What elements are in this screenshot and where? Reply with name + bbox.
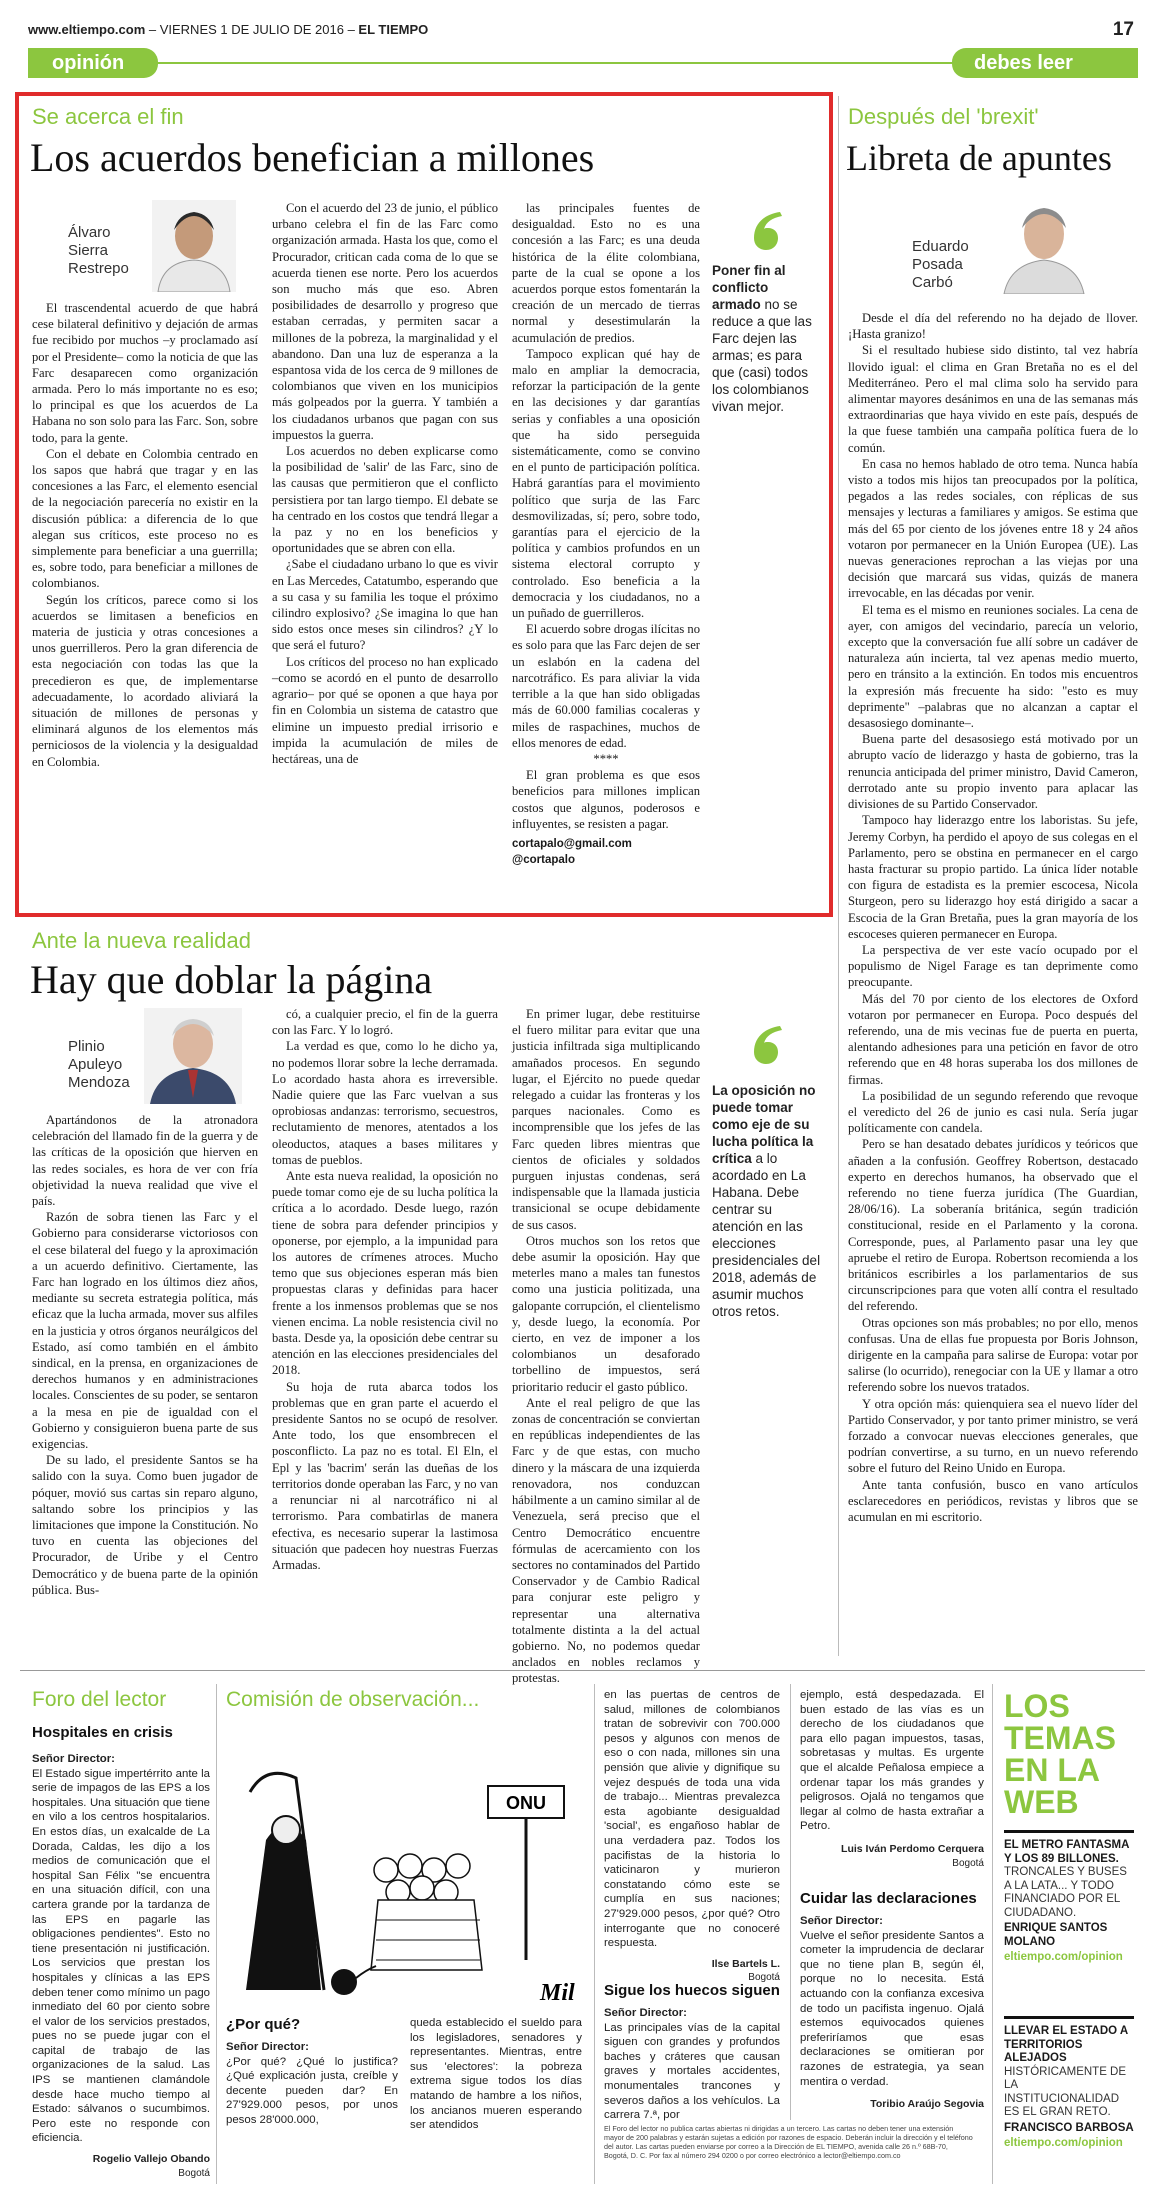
section-rule xyxy=(158,62,958,64)
foro-footnote: El Foro del lector no publica cartas abiertas ni dirigidas a un tercero. Las cartas no deben tener una extensión mayor de 200 palabras y estarán sujetas a edición por razones de espacio. Deberán incluir la dirección y el teléfono del autor. Las cartas pueden enviarse por correo a la Dirección de EL TIEMPO, avenida calle 26 n.º 68B-70, Bogotá, D. C. Por fax al número 294 0200 o por correo electrónico a lector@eltiempo.com.co xyxy=(604,2124,973,2160)
paragraph: Otras opciones son más probables; no por ello, menos confusas. Una de ellas fue propuesta por Boris Johnson, dirigente en la campaña para salirse de Europa: votar por salirse (lo ocurrido), renegociar con la UE y llamar a otro referendo sobre los nuevos tratados. xyxy=(848,1315,1138,1395)
paragraph: En primer lugar, debe restituirse el fuero militar para evitar que una justicia infiltrada siga multiplicando amañados procesos. En segundo lugar, el Ejército no puede quedar relegado a cuidar las fronteras y los parques nacionales. Como es incomprensible que los jefes de las Farc queden libres mientras que cientos de oficiales y soldados purguen injustas condenas, será indispensable que la llamada justicia transicional se ocupe debidamente de sus casos. xyxy=(512,1007,700,1232)
pull-quote-text: a lo acordado en La Habana. Debe centrar su atención en las elecciones presidenciales del 2018, además de asumir muchos otros retos. xyxy=(712,1151,821,1319)
web-topics-title xyxy=(1004,1690,1116,1818)
web-topics-title-line: TEMAS xyxy=(1004,1720,1116,1756)
section-bar xyxy=(28,48,1138,78)
topic-link[interactable]: eltiempo.com/opinion xyxy=(1004,2137,1123,2149)
paragraph: La perspectiva de ver este vacío ocupado por el populismo de Nigel Farage es tan deprimente como preocupante. xyxy=(848,942,1138,990)
letter-greeting: Señor Director: xyxy=(800,1915,883,1927)
letter-body: ejemplo, está despedazada. El buen estado de las vías es un derecho de los ciudadanos que para ello pagan impuestos, tasas, sobretasas y multas. Es urgente que el alcalde Peñalosa empiece a ordenar tapar los más grandes y peligrosos. Ojalá no tengamos que llegar al colmo de hasta extrañar a Petro. xyxy=(800,1689,984,1833)
letter-signature: Toribio Araújo Segovia xyxy=(870,2098,984,2111)
paragraph: Con el acuerdo del 23 de junio, el público urbano celebra el fin de las Farc como organización armada. Hasta los que, como el Procurador, critican cada coma de lo que se acuerda tienen ese norte. Pero los acuerdos son mucho más que eso. Abren posibilidades de desarrollo y progreso que estaban cerradas, y permiten sacar a millones de la pobreza, la marginalidad y el abandono. Dan una luz de esperanza a la espantosa vida de los cerca de 9 millones de colombianos que viven en los municipios más golpeados por la guerra. Y también a los ciudadanos urbanos que pagan con sus impuestos la guerra. xyxy=(272,201,498,442)
letter-por-que-part2: queda establecido el sueldo para los legisladores, senadores y representantes. Mientras, entre sus 'electores': la pobreza extrema sigue todos los días matando de hambre a los niños, los ancianos mueren esperando ser atendidos xyxy=(410,2017,582,2132)
letter-huecos-cont xyxy=(800,1688,984,1871)
paragraph: Si el resultado hubiese sido distinto, tal vez habría llovido igual: el clima en Gran Bretaña no es el del Mediterráneo. Pero el mal clima solo ha servido para alimentar mayores desánimos en una de las semanas más extraordinarias que haya vivido en este país, después de la que fuese también una campaña política fuera de lo común. xyxy=(848,343,1138,455)
cartoon-kicker: Comisión de observación... xyxy=(226,1688,480,1711)
pull-quote-emphasis: La oposición no puede tomar como eje de su lucha política la crítica xyxy=(712,1083,816,1166)
author-name: Álvaro Sierra Restrepo xyxy=(68,224,129,277)
paragraph: las principales fuentes de desigualdad. Esto no es una concesión a las Farc; es una deuda histórica de la élite colombiana, parte de la cual se opone a los acuerdos porque estos fomentarán la creación de un mercado de tierras normal y desestimularán la acumulación de predios. xyxy=(512,201,700,345)
topic-link[interactable]: eltiempo.com/opinion xyxy=(1004,1951,1123,1963)
column-divider xyxy=(594,1684,595,2184)
paragraph: La verdad es que, como lo he dicho ya, no podemos llorar sobre la leche derramada. Lo acordado hasta ahora es irreversible. Nadie quiere que las Farc vuelvan a sus oprobiosas andanzas: terrorismo, secuestros, reclutamiento de menores, atentados a los oleoductos, ataques a bases militares y tomas de pueblos. xyxy=(272,1039,498,1167)
paragraph: Desde el día del referendo no ha dejado de llover. ¡Hasta granizo! xyxy=(848,311,1138,342)
author-portrait-icon xyxy=(152,200,236,292)
paragraph: El acuerdo sobre drogas ilícitas no es solo para que las Farc dejen de ser un eslabón en la cadena del narcotráfico. Es para aliviar la vida terrible a la que han sido obligadas más de 60.000 familias cocaleras y miles de raspachines, muchos de ellos menores de edad. xyxy=(512,622,700,750)
author-portrait-icon xyxy=(998,194,1090,294)
article2-author-block xyxy=(848,194,1138,294)
paragraph: El tema es el mismo en reuniones sociales. La cena de ayer, con amigos del vecindario, parecía un velorio, excepto que la conversación fue allí sobre un cadáver de naturaleza aún incierta, tal vez apenas medio muerto, pero en tránsito a la extinción. En todos mis encuentros la expresión más frecuente ha sido: "esto es muy deprimente" –palabras que no alcanzan a captar el desasosiego dominante–. xyxy=(848,602,1138,731)
article3-column-2 xyxy=(272,1006,498,1573)
paragraph: Los acuerdos no deben explicarse como la posibilidad de 'salir' de las Farc, sino de las causas que permitieron que el conflicto persistiera por tan largo tiempo. El debate se ha centrado en los costos que tendrá llegar a la paz y no en los beneficios y oportunidades que se abren con ella. xyxy=(272,444,498,556)
letter-heading: Cuidar las declaraciones xyxy=(800,1890,977,1907)
paper-name: EL TIEMPO xyxy=(358,22,429,37)
letter-por-que-part1 xyxy=(226,2040,398,2128)
letter-signature: Luis Iván Perdomo Cerquera xyxy=(841,1842,984,1855)
letter-greeting: Señor Director: xyxy=(604,2007,687,2019)
column-divider xyxy=(838,96,839,1656)
letter-signature: Rogelio Vallejo Obando xyxy=(92,2153,210,2166)
article1-column-1 xyxy=(32,300,258,770)
paragraph: Pero se han desatado debates jurídicos y teóricos que añaden a la confusión. Geoffrey Robertson, destacado experto en derechos humanos, ha observado que el referendo no tiene fuerza jurídica (The Guardian, 28/06/16). La soberanía británica, según tradición constitucional, reside en el Parlamento y la corona. Corresponde, pues, al Parlamento pasar una ley que apruebe el retiro de Europa. Robertson recomienda a los británicos escribirles a los parlamentarios de sus circunscripciones para que voten allí contra el resultado del referendo. xyxy=(848,1137,1138,1314)
paragraph: Con el debate en Colombia centrado en los sapos que habrá que tragar y en las concesiones a las Farc, el elemento esencial de la negociación parecería no existir en la discusión pública: a diferencia de lo que alegan sus críticos, este proceso no es simplemente para beneficiar a una guerrilla; es, sobre todo, para beneficiar a millones de colombianos. xyxy=(32,446,258,591)
article2-title: Libreta de apuntes xyxy=(846,138,1112,178)
paragraph: Tampoco hay liderazgo entre los laboristas. Su jefe, Jeremy Corbyn, ha perdido el apoyo de sus colegas en el Parlamento, pero se obstina en permanecer en el cargo hasta fracturar su propio partido. La única líder notable con figura de estadista es la premier escocesa, Nicola Sturgeon, pero su liderazgo hoy está dirigido a sacar a Escocia de la Gran Bretaña, pues la gran mayoría de los escoceses quieren permanecer en Europa. xyxy=(848,813,1138,941)
article3-title: Hay que doblar la página xyxy=(30,957,433,1002)
paragraph: Los críticos del proceso no han explicado –como se acordó en el punto de desarrollo agrario– por qué se oponen a que haya por fin en Colombia un sistema de catastro que elimine un impuesto predial irrisorio e impida la acumulación de miles de hectáreas, una de xyxy=(272,654,498,766)
letter-huecos xyxy=(604,2006,780,2123)
article3-kicker: Ante la nueva realidad xyxy=(32,928,251,953)
quote-mark-icon xyxy=(748,208,786,252)
paragraph: El gran problema es que esos beneficios para millones implican costos que algunos, poderosos e influyentes, se resisten a pagar. xyxy=(512,768,700,831)
paragraph: Ante el real peligro de que las zonas de concentración se conviertan en repúblicas independientes de las Farc y de que estas, con mucho dinero y la máscara de una izquierda renovadora, nos conduzcan hábilmente a un camino similar al de Venezuela, será preciso que el Centro Democrático encuentre fórmulas de acercamiento con los sectores no contaminados del Partido Conservador y de Cambio Radical para conjurar este peligro y representar una alternativa totalmente distinta a la del actual gobierno. No, no podemos quedar anclados en nobles reclamos y protestas. xyxy=(512,1395,700,1686)
letter-declaraciones xyxy=(800,1914,984,2112)
paragraph: De su lado, el presidente Santos se ha salido con la suya. Como buen jugador de póquer, movió sus cartas sin reparo alguno, saltando sobre los principios y las limitaciones que impone la Constitución. No tuvo en cuenta las objeciones del Procurador, de Uribe y el Centro Democrático y de buena parte de la opinión pública. Bus- xyxy=(32,1453,258,1597)
author-email[interactable]: cortapalo@gmail.com xyxy=(512,837,632,850)
article1-column-2 xyxy=(272,200,498,767)
letter-body: Las principales vías de la capital siguen con grandes y profundos baches y cráteres que causan graves y mortales accidentes, monumentales trancones y severos daños a los vehículos. La carrera 7.ª, por xyxy=(604,2021,780,2122)
bottom-section-rule xyxy=(20,1670,1145,1671)
paragraph: El trascendental acuerdo de que habrá cese bilateral definitivo y dejación de armas fue recibido por muchos –y proclamado así por el Presidente– como la noticia de que las Farc desaparecen como organización armada. Pero lo más importante no es eso; lo principal es que los acuerdos de La Habana no son solo para las Farc. Son, sobre todo, para la gente. xyxy=(32,301,258,445)
topic-headline: EL METRO FANTASMA Y LOS 89 BILLONES. xyxy=(1004,1839,1130,1865)
author-twitter[interactable]: @cortapalo xyxy=(512,854,575,867)
article1-kicker: Se acerca el fin xyxy=(32,104,184,129)
web-topics-title-line: EN LA xyxy=(1004,1752,1100,1788)
paragraph: Ante tanta confusión, busco en vano artículos esclarecedores en periódicos, revistas y libros que se acumulan en mi escritorio. xyxy=(848,1477,1138,1525)
column-divider xyxy=(790,1684,791,2120)
quote-mark-icon xyxy=(748,1022,786,1066)
cartoonist-signature: Mil xyxy=(540,1980,575,2006)
letter-city: Bogotá xyxy=(178,2167,210,2179)
article1-title: Los acuerdos benefician a millones xyxy=(30,135,595,180)
separator-stars: **** xyxy=(593,751,619,766)
web-topics-title-line: LOS xyxy=(1004,1688,1070,1724)
article1-column-3 xyxy=(512,200,700,868)
author-name: Eduardo Posada Carbó xyxy=(912,238,969,291)
letter-heading: Hospitales en crisis xyxy=(32,1724,173,1741)
topic-headline: LLEVAR EL ESTADO A TERRITORIOS ALEJADOS xyxy=(1004,2025,1128,2064)
paragraph: Y otra opción más: quienquiera sea el nuevo líder del Partido Conservador, y por tanto primer ministro, se verá forzado a convocar nuevas elecciones generales, que podrían convertirse, a su turno, en un nuevo referendo sobre el futuro del Reino Unido en Europa. xyxy=(848,1396,1138,1476)
page-number: 17 xyxy=(1112,19,1134,40)
column-divider xyxy=(992,1684,993,2184)
letter-signature: Ilse Bartels L. xyxy=(711,1957,780,1970)
pull-quote-emphasis: Poner fin al conflicto armado xyxy=(712,263,786,312)
paragraph: Ante esta nueva realidad, la oposición no puede tomar como eje de su lucha política la crítica a lo acordado. Desde luego, razón tiene de sobra para defender principios y oponerse, por ejemplo, a la impunidad para los autores de crímenes atroces. Mucho temo que sus objeciones esperan más bien propuestas claras y definidas para hacer frente a los inmensos problemas que se nos vienen encima. La noble resistencia civil no basta. Desde ya, la oposición debe centrar su atención en las elecciones presidenciales del 2018. xyxy=(272,1169,498,1378)
paragraph: Más del 70 por ciento de los electores de Oxford votaron por permanecer en Europa. Poco después del referendo, una de mis vecinas fue de puerta en puerta, alentando adhesiones para una petición en favor de otro referendo que en 48 horas superaba los dos millones de firmas. xyxy=(848,991,1138,1087)
letter-body: en las puertas de centros de salud, millones de colombianos tratan de sobrevivir con 700.000 pesos y algunos con menos de eso o con nada, millones sin una pensión que alivie y dignifique su vejez después de toda una vida de trabajo... Mientras prevalezca esta agobiante desigualdad 'social', es engañoso hablar de una verdadera paz. Todos los pacifistas de la historia lo vaticinaron y murieron constatando cómo este se cumplía en sus naciones; 27'929.000 pesos, ¿por qué? Otro interrogante que no conoceré respuesta. xyxy=(604,1689,780,1950)
letter-heading: ¿Por qué? xyxy=(226,2016,301,2033)
letter-body: ¿Por qué? ¿Qué lo justifica? ¿Qué explicación justa, creíble y decente pueden dar? En 27'929.000 pesos, por unos pesos 28'000.000, xyxy=(226,2055,398,2126)
site-url[interactable]: www.eltiempo.com xyxy=(28,22,146,37)
paragraph: Su hoja de ruta abarca todos los problemas que en gran parte el acuerdo el presidente Santos no se ocupó de resolver. Ante todo, los que ensombrecen el posconflicto. La paz no es total. El Eln, el Epl y las 'bacrim' serán las dueñas de los territorios donde operaban las Farc, y no van a renunciar ni al narcotráfico ni al terrorismo. Para combatirlas de manera efectiva, es necesario superar la lastimosa situación que padecen hoy nuestras Fuerzas Armadas. xyxy=(272,1379,498,1572)
letter-body: Vuelve el señor presidente Santos a cometer la imprudencia de declarar que no tiene plan B, según él, porque no lo necesita. Está actuando con la confianza excesiva de todo un pacifista ingenuo. Ojalá estemos equivocados quienes preferiríamos que esas declaraciones se omitieran por razones de estrategia, ya sean mentira o verdad. xyxy=(800,1929,984,2088)
letter-greeting: Señor Director: xyxy=(226,2041,309,2053)
paragraph: Otros muchos son los retos que debe asumir la oposición. Hay que meterles mano a males tan funestos como una justicia politizada, una galopante corrupción, el clientelismo y, desde luego, la economía. Por cierto, en vez de imponer a los colombianos un desaforado torbellino de impuestos, será prioritario reducir el gasto público. xyxy=(512,1233,700,1394)
web-topic-item[interactable] xyxy=(1004,1830,1134,1965)
masthead xyxy=(28,19,1138,46)
cartoon-sign: ONU xyxy=(506,1793,546,1813)
letter-body: El Estado sigue impertérrito ante la serie de impagos de las EPS a los hospitales. Una situación que tiene en vilo a los centros hospitalarios. En estos días, un exalcalde de La Dorada, Caldas, les dijo a los medios de comunicación que el hospital San Félix "se encuentra en una situación difícil, con una cartera grande por la tardanza de las EPS en pagarle las obligaciones pendientes". Esto no tiene presentación ni justificación. Los servicios que prestan los hospitales y clínicas a las EPS deben tener como mínimo un pago inmediato del 60 por ciento sobre el valor de los servicios prestados, pues no se puede jugar con el capital de trabajo de las organizaciones de la salud. Las IPS se mantienen clamándole desde hace mucho tiempo al Estado: sálvanos o sucumbimos. Pero este no responde con eficiencia. xyxy=(32,1767,210,2145)
topic-author: ENRIQUE SANTOS MOLANO xyxy=(1004,1922,1108,1948)
web-topics-title-line: WEB xyxy=(1004,1784,1079,1820)
section-label-debes-leer: debes leer xyxy=(952,48,1138,78)
article3-column-3 xyxy=(512,1006,700,1687)
article1-pull-quote xyxy=(712,262,820,415)
author-name: Plinio Apuleyo Mendoza xyxy=(68,1038,130,1091)
article3-pull-quote xyxy=(712,1082,824,1320)
letter-city: Bogotá xyxy=(748,1972,780,1984)
web-topic-item[interactable] xyxy=(1004,2016,1134,2151)
letter-por-que-part3 xyxy=(604,1688,780,1986)
paragraph: có, a cualquier precio, el fin de la guerra con las Farc. Y lo logró. xyxy=(272,1007,498,1038)
topic-author: FRANCISCO BARBOSA xyxy=(1004,2121,1134,2134)
letter-greeting: Señor Director: xyxy=(32,1753,115,1765)
paragraph: La posibilidad de un segundo referendo que revoque el veredicto del 26 de junio es casi nula. Sería jugar políticamente con candela. xyxy=(848,1088,1138,1136)
letter-heading: Sigue los huecos siguen xyxy=(604,1982,780,1999)
paragraph: Tampoco explican qué hay de malo en ampliar la democracia, reforzar la participación de la gente en las decisiones y dar garantías serias y confiables a una oposición que ha sido perseguida sistemáticamente, como se convino en el punto de participación política. Habrá garantías para el movimiento político que surja de las Farc desmovilizadas, sí; pero, sobre todo, garantías para el ejercicio de la política y cambios profundos en un sistema electoral corrupto y controlado. Eso beneficia a la democracia y los ciudadanos, no a un puñado de guerrilleros. xyxy=(512,346,700,621)
topic-rule xyxy=(1004,1830,1134,1833)
topic-summary: HISTÓRICAMENTE DE LA INSTITUCIONALIDAD ES EL GRAN RETO. xyxy=(1004,2065,1127,2118)
article2-kicker: Después del 'brexit' xyxy=(848,104,1039,129)
article3-author-block xyxy=(32,1008,242,1104)
letter-hospitales xyxy=(32,1752,210,2181)
paragraph: Razón de sobra tienen las Farc y el Gobierno para considerarse victoriosos con el cese bilateral del fuego y la aproximación a un acuerdo definitivo. Ciertamente, las Farc han logrado en los últimos diez años, mediante su secreta estrategia política, más eficaz que la lucha armada, mover sus alfiles en la justicia y otros órganos neurálgicos del Estado, así como también en el ámbito sindical, en la prensa, en organizaciones de derechos humanos y en administraciones locales. Conscientes de su poder, se sentaron a la mesa en pie de igualdad con el Gobierno y consiguieron buena parte de sus exigencias. xyxy=(32,1210,258,1452)
pull-quote-text: no se reduce a que las Farc dejen las armas; es para que (casi) todos los colombianos vivan mejor. xyxy=(712,297,812,414)
foro-kicker: Foro del lector xyxy=(32,1688,167,1711)
issue-date: – VIERNES 1 DE JULIO DE 2016 – xyxy=(145,22,359,37)
author-portrait-icon xyxy=(144,1008,242,1104)
paragraph: Apartándonos de la atronadora celebración del llamado fin de la guerra y de las críticas de la oposición que hierven en las redes sociales, es hora de ver con fría objetividad la nueva realidad que vive el país. xyxy=(32,1113,258,1209)
article2-body xyxy=(848,310,1138,1525)
paragraph: Según los críticos, parece como si los acuerdos se limitasen a beneficios en materia de justicia y otras concesiones a unos guerrilleros. Pero la gran diferencia de esta negociación con todas las que la precedieron es que, de implementarse adecuadamente, lo acordado aliviará la situación de millones de personas y eliminará algunos de los elementos más perniciosos de la violencia y la desigualdad en Colombia. xyxy=(32,592,258,769)
paragraph: En casa no hemos hablado de otro tema. Nunca había visto a todos mis hijos tan preocupados por la política, pegados a las redes sociales, con réplicas de sus mensajes y lecturas a familiares y amigos. Se estima que más del 65 por ciento de los jóvenes entre 18 y 24 años votaron por permanecer en la Unión Europea (UE). Las nuevas generaciones reprochan a las viejas por una decisión que marcará sus vidas, quizás de manera irrevocable, en las décadas por venir. xyxy=(848,456,1138,601)
paragraph: Buena parte del desasosiego está motivado por un abrupto vacío de liderazgo y hasta de gobierno, tras la renuncia anticipada del primer ministro, David Cameron, derrotado ante su propio invento para aplacar las divisiones de su Partido Conservador. xyxy=(848,732,1138,812)
editorial-cartoon-icon xyxy=(226,1720,586,2010)
article3-column-1 xyxy=(32,1112,258,1598)
letter-city: Bogotá xyxy=(952,1857,984,1869)
topic-summary: TRONCALES Y BUSES A LA LATA... Y TODO FINANCIADO POR EL CIUDADANO. xyxy=(1004,1866,1127,1919)
section-label-opinion: opinión xyxy=(28,48,158,78)
column-divider xyxy=(216,1684,217,2184)
paragraph: ¿Sabe el ciudadano urbano lo que es vivir en Las Mercedes, Catatumbo, esperando que a su casa y su familia les toque el próximo cilindro explosivo? ¿Se imagina lo que han sido estos once meses sin cilindros? ¿Y lo que será el futuro? xyxy=(272,557,498,653)
article1-author-block xyxy=(32,200,236,292)
topic-rule xyxy=(1004,2016,1134,2019)
